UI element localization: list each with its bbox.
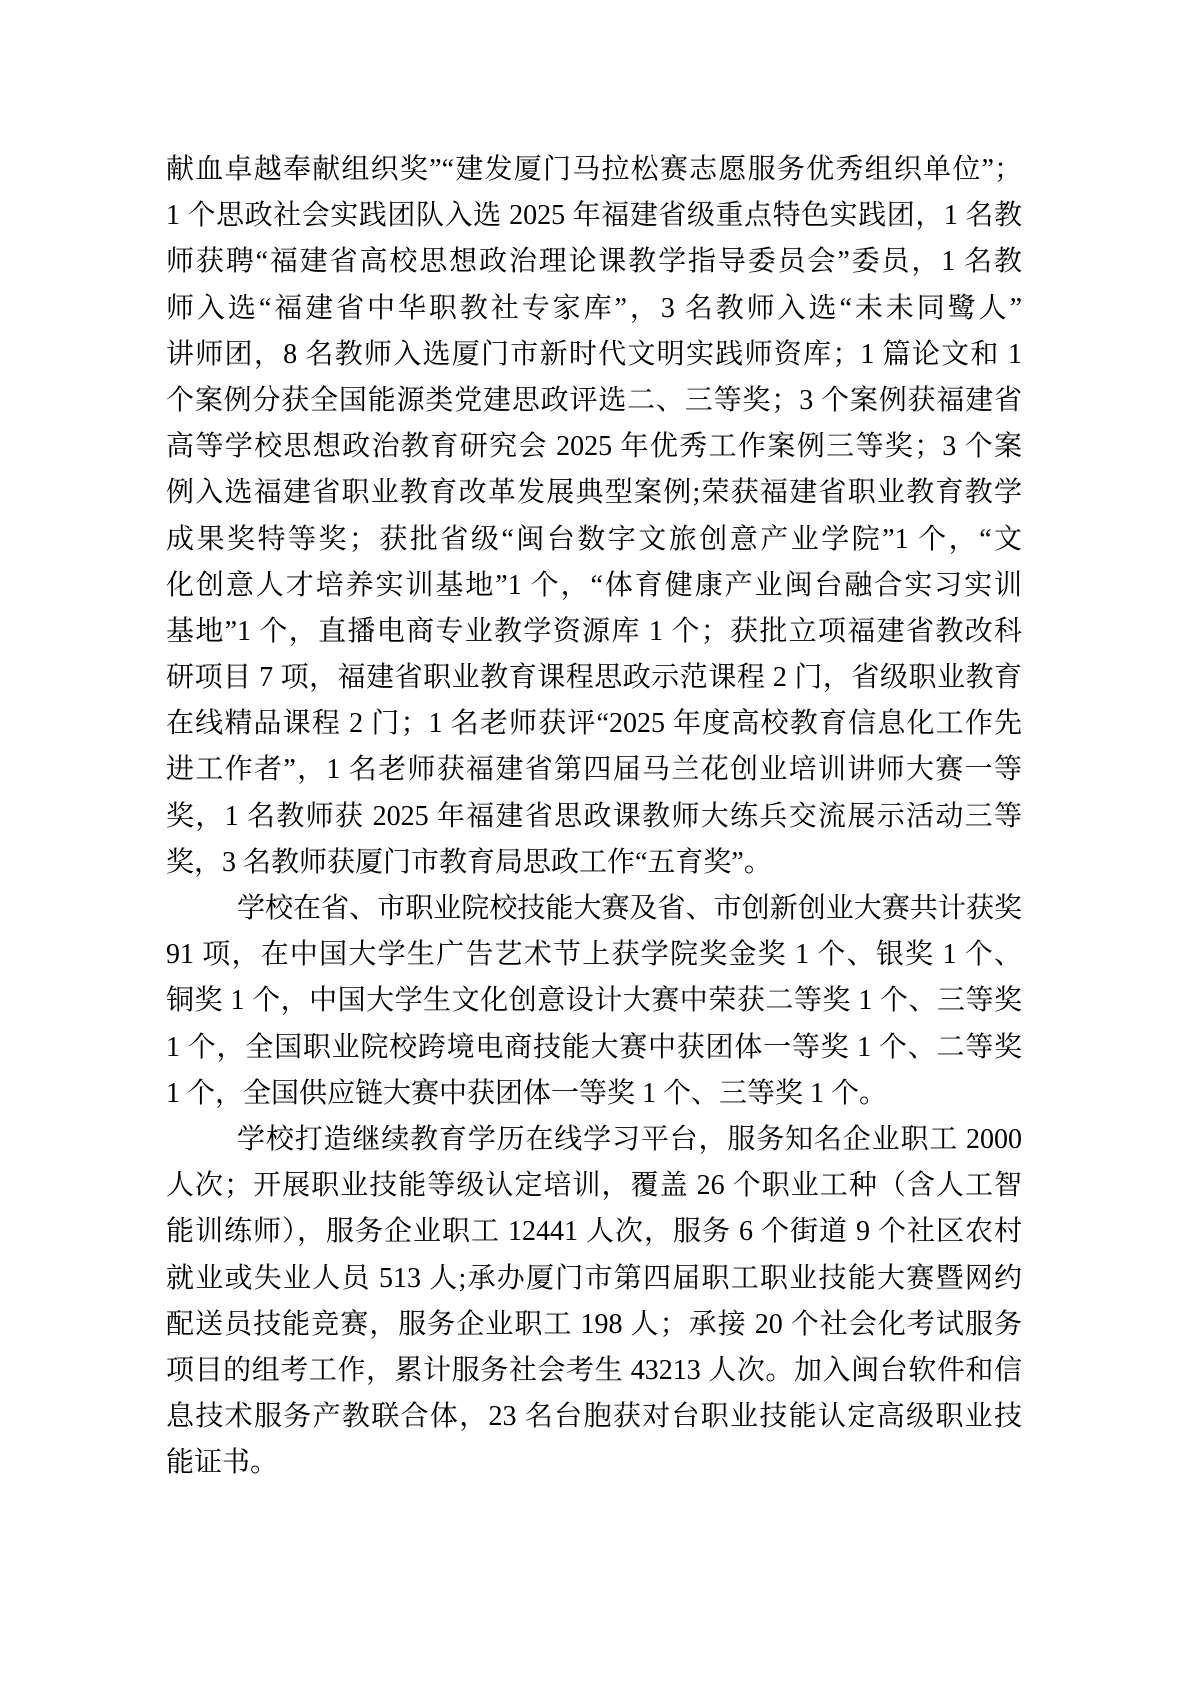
text-line: 息技术服务产教联合体，23 名台胞获对台职业技能认定高级职业技 <box>166 1401 1022 1433</box>
text-line: 1 个思政社会实践团队入选 2025 年福建省级重点特色实践团，1 名教 <box>166 200 1022 232</box>
text-line: 人次；开展职业技能等级认定培训，覆盖 26 个职业工种（含人工智 <box>166 1170 1022 1202</box>
text-line: 在线精品课程 2 门；1 名老师获评“2025 年度高校教育信息化工作先 <box>166 708 1022 740</box>
text-line: 1 个，全国职业院校跨境电商技能大赛中获团体一等奖 1 个、二等奖 <box>166 1031 1022 1063</box>
text-line: 研项目 7 项，福建省职业教育课程思政示范课程 2 门，省级职业教育 <box>166 662 1022 694</box>
text-line: 1 个，全国供应链大赛中获团体一等奖 1 个、三等奖 1 个。 <box>166 1077 888 1109</box>
text-line: 例入选福建省职业教育改革发展典型案例;荣获福建省职业教育教学 <box>166 477 1022 509</box>
text-line: 奖，3 名教师获厦门市教育局思政工作“五育奖”。 <box>166 846 772 878</box>
text-line: 铜奖 1 个，中国大学生文化创意设计大赛中荣获二等奖 1 个、三等奖 <box>166 985 1022 1017</box>
text-line: 师入选“福建省中华职教社专家库”，3 名教师入选“未未同鹭人” <box>166 292 1022 324</box>
text-line: 项目的组考工作，累计服务社会考生 43213 人次。加入闽台软件和信 <box>166 1354 1022 1386</box>
text-line: 个案例分获全国能源类党建思政评选二、三等奖；3 个案例获福建省 <box>166 384 1022 416</box>
text-line: 学校在省、市职业院校技能大赛及省、市创新创业大赛共计获奖 <box>237 893 1022 924</box>
text-line: 基地”1 个，直播电商专业教学资源库 1 个；获批立项福建省教改科 <box>166 615 1022 647</box>
text-line: 化创意人才培养实训基地”1 个，“体育健康产业闽台融合实习实训 <box>166 569 1022 601</box>
text-block <box>166 147 1022 1486</box>
text-line: 91 项，在中国大学生广告艺术节上获学院奖金奖 1 个、银奖 1 个、 <box>166 939 1022 971</box>
text-line: 就业或失业人员 513 人;承办厦门市第四届职工职业技能大赛暨网约 <box>166 1262 1022 1294</box>
text-line: 高等学校思想政治教育研究会 2025 年优秀工作案例三等奖；3 个案 <box>166 431 1022 463</box>
text-line: 成果奖特等奖；获批省级“闽台数字文旅创意产业学院”1 个，“文 <box>166 523 1022 555</box>
text-line: 师获聘“福建省高校思想政治理论课教学指导委员会”委员，1 名教 <box>166 246 1022 278</box>
text-line: 配送员技能竞赛，服务企业职工 198 人；承接 20 个社会化考试服务 <box>166 1308 1022 1340</box>
text-line: 进工作者”，1 名老师获福建省第四届马兰花创业培训讲师大赛一等 <box>166 754 1022 786</box>
paragraph <box>166 147 1022 886</box>
paragraph <box>166 886 1022 1117</box>
text-line: 能训练师），服务企业职工 12441 人次，服务 6 个街道 9 个社区农村 <box>166 1216 1022 1248</box>
text-line: 奖，1 名教师获 2025 年福建省思政课教师大练兵交流展示活动三等 <box>166 800 1022 832</box>
text-line: 献血卓越奉献组织奖”“建发厦门马拉松赛志愿服务优秀组织单位”； <box>166 154 1022 185</box>
text-line: 讲师团，8 名教师入选厦门市新时代文明实践师资库；1 篇论文和 1 <box>166 338 1022 370</box>
text-line: 能证书。 <box>166 1447 279 1479</box>
text-line: 学校打造继续教育学历在线学习平台，服务知名企业职工 2000 <box>237 1123 1022 1155</box>
paragraph <box>166 1117 1022 1487</box>
